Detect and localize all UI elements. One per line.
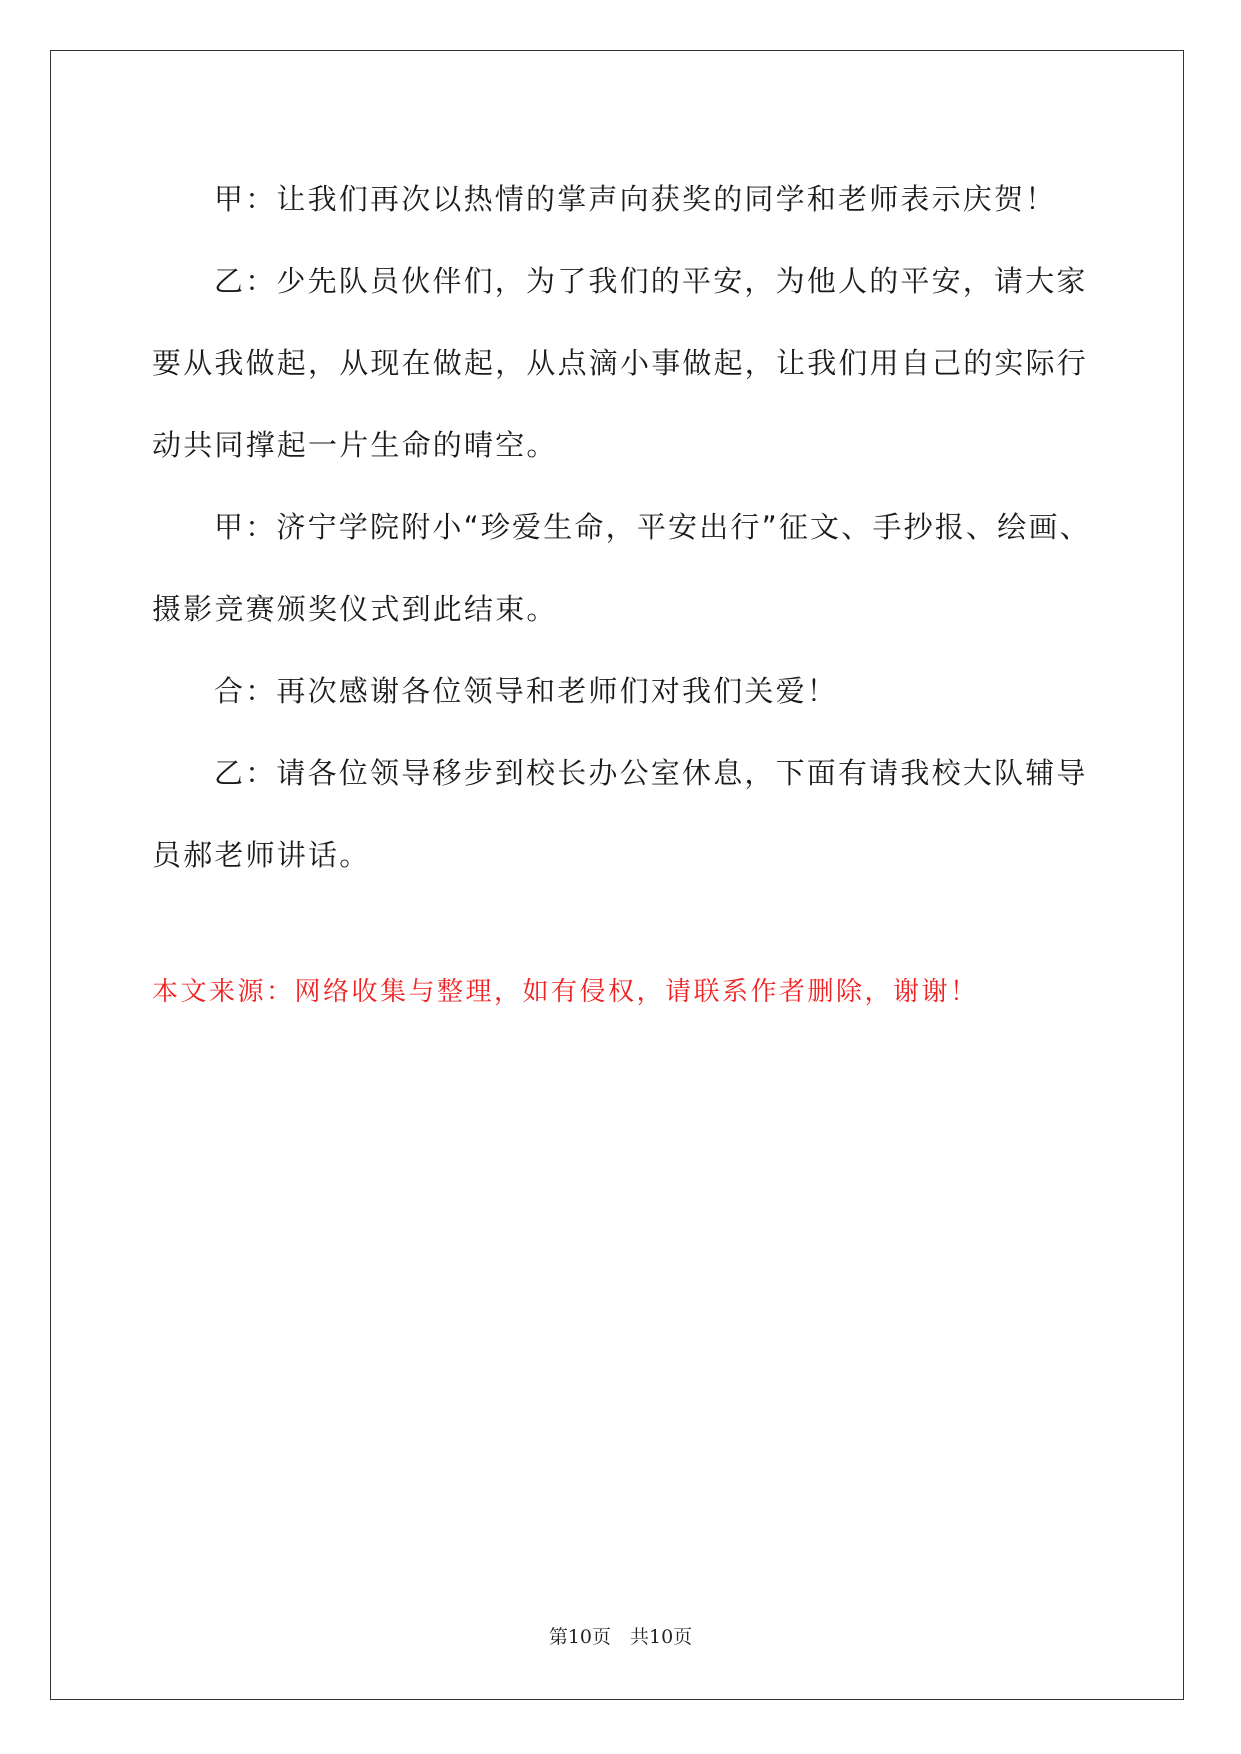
- source-disclaimer: 本文来源：网络收集与整理，如有侵权，请联系作者删除，谢谢！: [152, 977, 979, 1007]
- paragraph-2: 乙：少先队员伙伴们，为了我们的平安，为他人的平安，请大家要从我做起，从现在做起，从点滴小事做起，让我们用自己的实际行动共同撑起一片生命的晴空。: [152, 264, 1089, 462]
- paragraph-4: 合：再次感谢各位领导和老师们对我们关爱！: [214, 674, 839, 708]
- paragraph-1: 甲：让我们再次以热情的掌声向获奖的同学和老师表示庆贺！: [214, 182, 1057, 216]
- paragraph-5: 乙：请各位领导移步到校长办公室休息，下面有请我校大队辅导员郝老师讲话。: [152, 756, 1088, 872]
- page-number-footer: 第10页 共10页: [548, 1626, 693, 1648]
- paragraph-3: 甲：济宁学院附小“珍爱生命，平安出行”征文、手抄报、绘画、摄影竞赛颁奖仪式到此结束。: [152, 510, 1091, 626]
- document-body: [152, 158, 1112, 896]
